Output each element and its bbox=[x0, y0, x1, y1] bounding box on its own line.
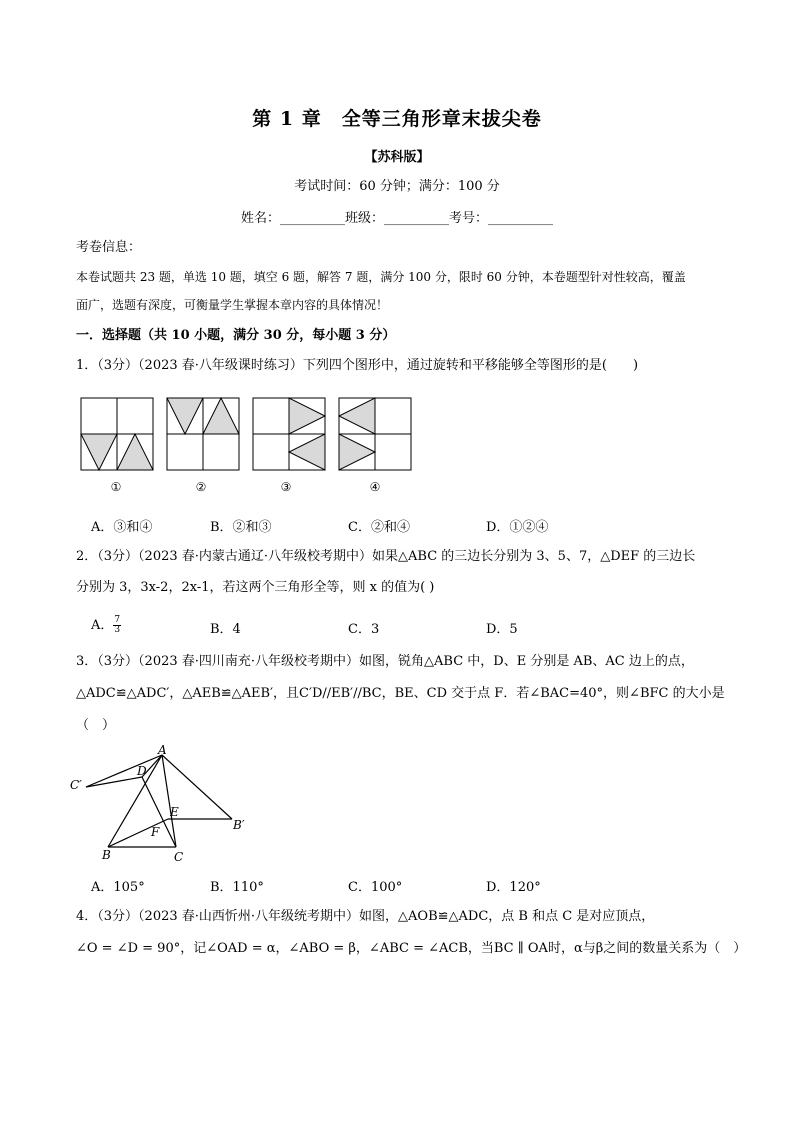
question-3-triangle-figure bbox=[66, 745, 266, 867]
figure-label-3: ③ bbox=[280, 480, 292, 494]
vertex-label-d: D bbox=[137, 764, 147, 778]
question-2-option-b[interactable]: B．4 bbox=[210, 622, 241, 637]
question-1-figures bbox=[78, 395, 418, 475]
question-2-option-a[interactable] bbox=[91, 614, 121, 635]
info-line-2: 面广，选题有深度，可衡量学生掌握本章内容的具体情况！ bbox=[76, 298, 389, 312]
info-line-1: 本卷试题共 23 题，单选 10 题，填空 6 题，解答 7 题，满分 100 分，限时 60 分钟，本卷题型针对性较高，覆盖 bbox=[76, 270, 686, 284]
figure-label-4: ④ bbox=[369, 480, 381, 494]
student-info-line: 姓名：__________班级：__________考号：__________ bbox=[240, 211, 553, 226]
fraction-seven-thirds bbox=[113, 616, 121, 635]
info-heading: 考卷信息： bbox=[76, 240, 142, 255]
question-2-option-a-prefix: A． bbox=[91, 618, 114, 633]
fraction-numerator: 7 bbox=[114, 615, 121, 625]
vertex-label-c: C bbox=[174, 850, 184, 864]
vertex-label-e: E bbox=[170, 805, 179, 819]
question-3-stem-line-3: （ ） bbox=[76, 718, 116, 733]
section-heading: 一．选择题（共 10 小题，满分 30 分，每小题 3 分） bbox=[76, 328, 396, 343]
exam-time-line: 考试时间：60 分钟；满分：100 分 bbox=[294, 179, 500, 194]
page-title: 第 1 章 全等三角形章末拔尖卷 bbox=[252, 108, 542, 130]
figure-2-grid bbox=[167, 398, 239, 470]
vertex-label-c-prime: C′ bbox=[70, 778, 82, 792]
figure-label-2: ② bbox=[195, 480, 207, 494]
vertex-label-b: B bbox=[102, 848, 111, 862]
question-3-option-b[interactable]: B．110° bbox=[210, 880, 264, 895]
question-1-stem: 1．（3分）（2023 春·八年级课时练习）下列四个图形中，通过旋转和平移能够全等图形的是( ) bbox=[76, 358, 639, 373]
question-3-option-a[interactable]: A．105° bbox=[91, 880, 145, 895]
vertex-label-b-prime: B′ bbox=[233, 818, 245, 832]
figure-3-grid bbox=[253, 398, 325, 470]
question-3-option-d[interactable]: D．120° bbox=[486, 880, 541, 895]
question-1-option-b[interactable]: B．②和③ bbox=[210, 520, 272, 535]
question-2-option-c[interactable]: C．3 bbox=[348, 622, 380, 637]
question-1-option-d[interactable]: D．①②④ bbox=[486, 520, 549, 535]
question-3-stem-line-1: 3．（3分）（2023 春·四川南充·八年级校考期中）如图，锐角△ABC 中，D、E 分别是 AB、AC 边上的点， bbox=[76, 654, 694, 669]
question-2-stem-line-2: 分别为 3，3x-2，2x-1，若这两个三角形全等，则 x 的值为( ) bbox=[76, 580, 435, 595]
question-1-option-c[interactable]: C．②和④ bbox=[348, 520, 410, 535]
question-2-stem-line-1: 2．（3分）（2023 春·内蒙古通辽·八年级校考期中）如果△ABC 的三边长分别为 3、5、7，△DEF 的三边长 bbox=[76, 549, 696, 564]
question-2-option-d[interactable]: D．5 bbox=[486, 622, 518, 637]
figure-label-1: ① bbox=[110, 480, 122, 494]
edition-label: 【苏科版】 bbox=[364, 150, 430, 165]
question-1-option-a[interactable]: A．③和④ bbox=[91, 520, 153, 535]
question-3-stem-line-2: △ADC≌△ADC′，△AEB≌△AEB′，且C′D//EB′//BC，BE、CD 交于点 F．若∠BAC=40°，则∠BFC 的大小是 bbox=[76, 686, 725, 701]
question-4-stem-line-1: 4．（3分）（2023 春·山西忻州·八年级统考期中）如图，△AOB≌△ADC，点 B 和点 C 是对应顶点， bbox=[76, 909, 655, 924]
figure-4-grid bbox=[339, 398, 411, 470]
question-4-stem-line-2: ∠O = ∠D = 90°，记∠OAD = α，∠ABO = β，∠ABC = ∠ACB，当BC ∥ OA时，α与β之间的数量关系为（ ） bbox=[76, 941, 747, 956]
question-3-option-c[interactable]: C．100° bbox=[348, 880, 403, 895]
fraction-denominator: 3 bbox=[114, 625, 121, 635]
figure-1-grid bbox=[81, 398, 153, 470]
vertex-label-f: F bbox=[151, 825, 160, 839]
vertex-label-a: A bbox=[158, 745, 167, 757]
